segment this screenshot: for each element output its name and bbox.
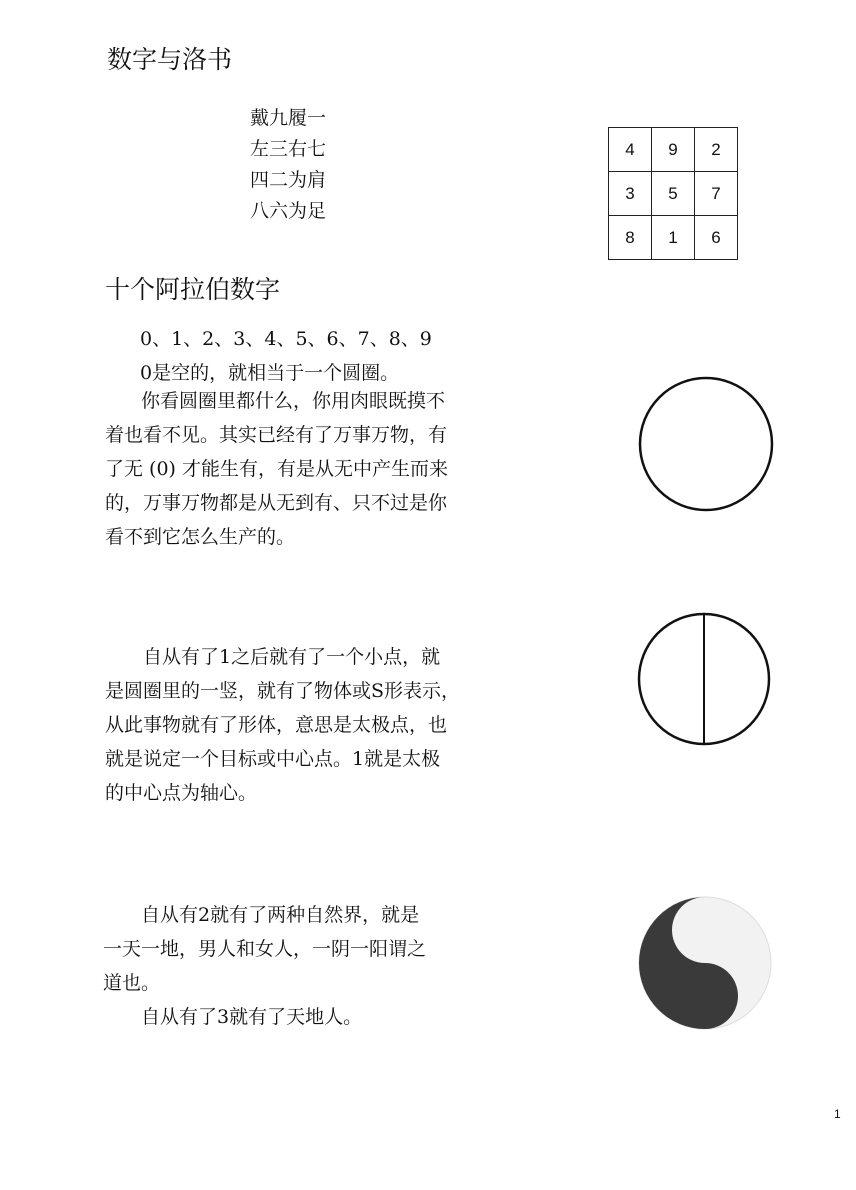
paragraph-line: 自从有了1之后就有了一个小点，就 (143, 646, 441, 668)
verse-line: 四二为肩 (250, 169, 327, 191)
luoshu-verse (250, 103, 326, 227)
luoshu-magic-square (608, 127, 738, 260)
grid-cell: 8 (609, 216, 652, 260)
paragraph-line: 自从有2就有了两种自然界，就是 (141, 904, 420, 926)
paragraph-zero (105, 384, 448, 554)
paragraph-line: 着也看不见。其实已经有了万事万物，有 (105, 424, 448, 446)
grid-cell: 9 (652, 128, 695, 172)
zero-description: 0是空的，就相当于一个圆圈。 (140, 362, 400, 384)
page-number: 1 (834, 1107, 841, 1121)
paragraph-line: 的，万事万物都是从无到有、只不过是你 (105, 492, 448, 514)
paragraph-line: 看不到它怎么生产的。 (105, 526, 296, 548)
section-title-arabic-numerals: 十个阿拉伯数字 (105, 275, 281, 304)
paragraph-three: 自从有了3就有了天地人。 (141, 1006, 363, 1028)
section-title-luoshu: 数字与洛书 (107, 45, 233, 74)
digits-line: 0、1、2、3、4、5、6、7、8、9 (140, 328, 432, 350)
grid-cell: 5 (652, 172, 695, 216)
grid-cell: 6 (695, 216, 738, 260)
grid-cell: 4 (609, 128, 652, 172)
paragraph-line: 的中心点为轴心。 (105, 782, 258, 804)
paragraph-line: 一天一地，男人和女人，一阴一阳谓之 (103, 938, 427, 960)
paragraph-line: 道也。 (103, 972, 161, 994)
verse-line: 戴九履一 (250, 107, 327, 129)
empty-circle-icon (635, 373, 777, 515)
yin-yang-icon (637, 895, 773, 1031)
grid-cell: 7 (695, 172, 738, 216)
paragraph-line: 从此事物就有了形体，意思是太极点，也 (105, 714, 448, 736)
grid-cell: 1 (652, 216, 695, 260)
grid-cell: 3 (609, 172, 652, 216)
paragraph-two (103, 898, 426, 1000)
paragraph-line: 是圆圈里的一竖，就有了物体或S形表示， (105, 680, 461, 702)
grid-cell: 2 (695, 128, 738, 172)
paragraph-line: 你看圆圈里都什么，你用肉眼既摸不 (141, 390, 446, 412)
paragraph-line: 就是说定一个目标或中心点。1就是太极 (105, 748, 441, 770)
paragraph-one (105, 640, 460, 810)
paragraph-line: 了无 (0) 才能生有，有是从无中产生而来 (105, 458, 448, 480)
verse-line: 左三右七 (250, 138, 327, 160)
verse-line: 八六为足 (250, 200, 327, 222)
circle-with-line-icon (633, 608, 775, 750)
